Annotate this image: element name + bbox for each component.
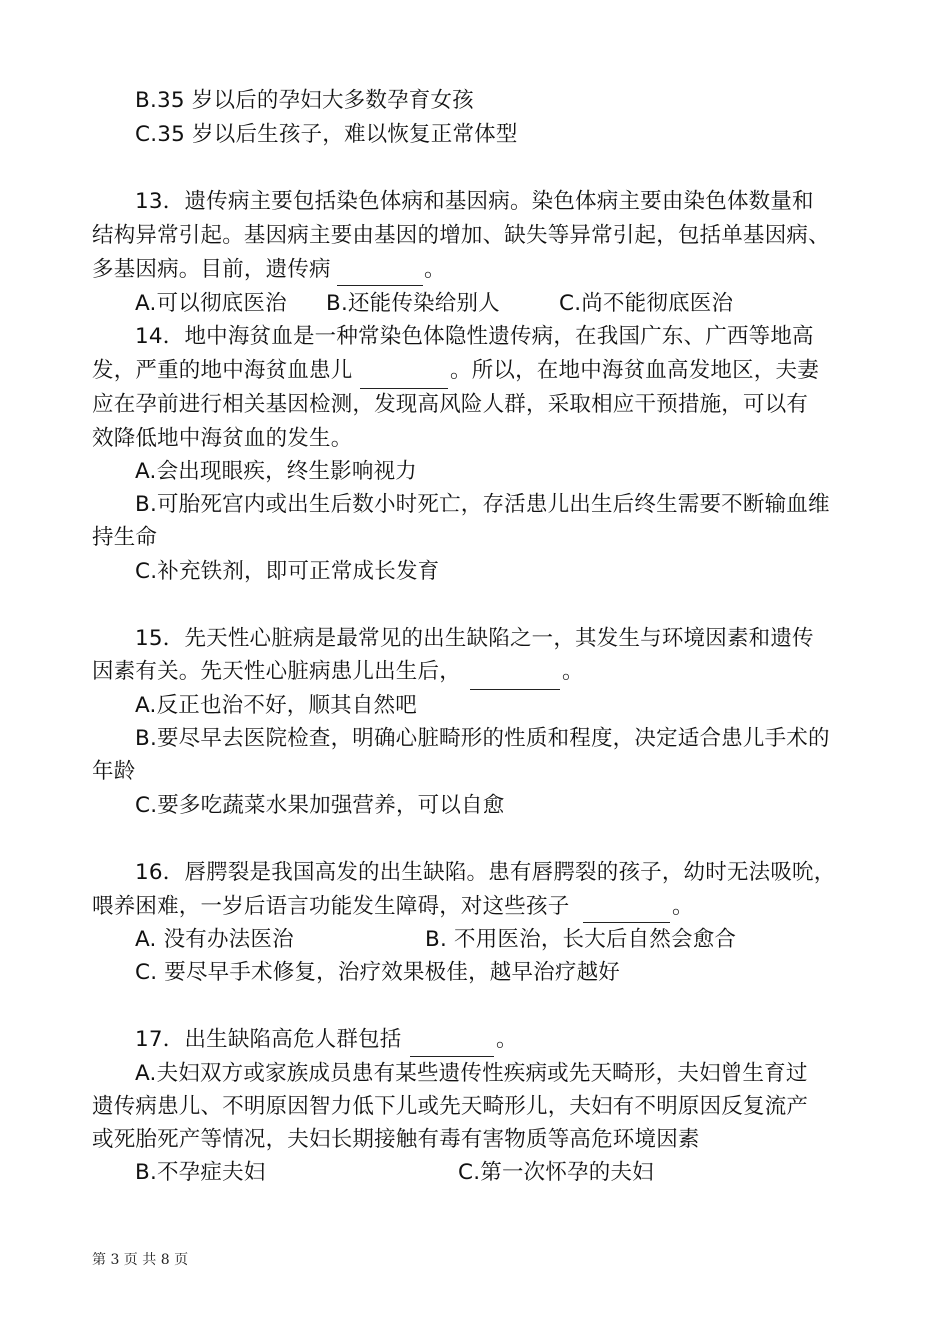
- question-14-text: 发，严重的地中海贫血患儿: [92, 358, 353, 383]
- question-16-option-c: C. 要尽早手术修复，治疗效果极佳，越早治疗越好: [135, 960, 620, 985]
- question-14-text: 效降低地中海贫血的发生。: [92, 426, 353, 451]
- question-13-option-a: A.可以彻底医治: [135, 291, 287, 316]
- question-16-option-b: B. 不用医治，长大后自然会愈合: [425, 927, 737, 952]
- question-14-option-b: 持生命: [92, 525, 158, 550]
- option-line: B.35 岁以后的孕妇大多数孕育女孩: [135, 88, 474, 113]
- question-16-text: 。: [672, 894, 694, 919]
- question-13-text: 结构异常引起。基因病主要由基因的增加、缺失等异常引起，包括单基因病、: [92, 223, 830, 248]
- page-number-footer: 第 3 页 共 8 页: [92, 1252, 189, 1268]
- question-14-option-b: B.可胎死宫内或出生后数小时死亡，存活患儿出生后终生需要不断输血维: [135, 492, 830, 517]
- answer-blank: [583, 922, 670, 923]
- question-13-text: 多基因病。目前，遗传病: [92, 257, 331, 282]
- question-15-option-b: 年龄: [92, 759, 136, 784]
- option-line: C.35 岁以后生孩子，难以恢复正常体型: [135, 122, 518, 147]
- question-17-option-c: C.第一次怀孕的夫妇: [458, 1160, 654, 1185]
- question-15-option-a: A.反正也治不好，顺其自然吧: [135, 693, 417, 718]
- question-15-text: 。: [562, 659, 584, 684]
- question-17-option-a: 或死胎死产等情况，夫妇长期接触有毒有害物质等高危环境因素: [92, 1127, 700, 1152]
- question-13-text: 。: [424, 257, 446, 282]
- question-13-option-c: C.尚不能彻底医治: [559, 291, 734, 316]
- question-14-text: 14．地中海贫血是一种常染色体隐性遗传病，在我国广东、广西等地高: [135, 324, 814, 349]
- question-15-option-c: C.要多吃蔬菜水果加强营养，可以自愈: [135, 793, 505, 818]
- question-17-text: 。: [496, 1027, 518, 1052]
- question-14-text: 。所以，在地中海贫血高发地区，夫妻: [450, 358, 819, 383]
- question-14-option-a: A.会出现眼疾，终生影响视力: [135, 459, 417, 484]
- question-17-option-a: 遗传病患儿、不明原因智力低下儿或先天畸形儿，夫妇有不明原因反复流产: [92, 1094, 809, 1119]
- question-16-text: 16．唇腭裂是我国高发的出生缺陷。患有唇腭裂的孩子，幼时无法吸吮，: [135, 860, 836, 885]
- answer-blank: [360, 388, 448, 389]
- question-15-option-b: B.要尽早去医院检查，明确心脏畸形的性质和程度，决定适合患儿手术的: [135, 726, 830, 751]
- question-17-option-b: B.不孕症夫妇: [135, 1160, 266, 1185]
- question-17-text: 17．出生缺陷高危人群包括: [135, 1027, 402, 1052]
- answer-blank: [410, 1056, 494, 1057]
- question-17-option-a: A.夫妇双方或家族成员患有某些遗传性疾病或先天畸形，夫妇曾生育过: [135, 1061, 808, 1086]
- question-13-option-b: B.还能传染给别人: [326, 291, 500, 316]
- answer-blank: [337, 285, 423, 286]
- question-15-text: 因素有关。先天性心脏病患儿出生后，: [92, 659, 461, 684]
- question-14-text: 应在孕前进行相关基因检测，发现高风险人群，采取相应干预措施，可以有: [92, 392, 809, 417]
- question-16-option-a: A. 没有办法医治: [135, 927, 294, 952]
- question-14-option-c: C.补充铁剂，即可正常成长发育: [135, 559, 440, 584]
- question-13-text: 13．遗传病主要包括染色体病和基因病。染色体病主要由染色体数量和: [135, 189, 814, 214]
- question-15-text: 15．先天性心脏病是最常见的出生缺陷之一，其发生与环境因素和遗传: [135, 626, 814, 651]
- question-16-text: 喂养困难，一岁后语言功能发生障碍，对这些孩子: [92, 894, 570, 919]
- answer-blank: [470, 689, 560, 690]
